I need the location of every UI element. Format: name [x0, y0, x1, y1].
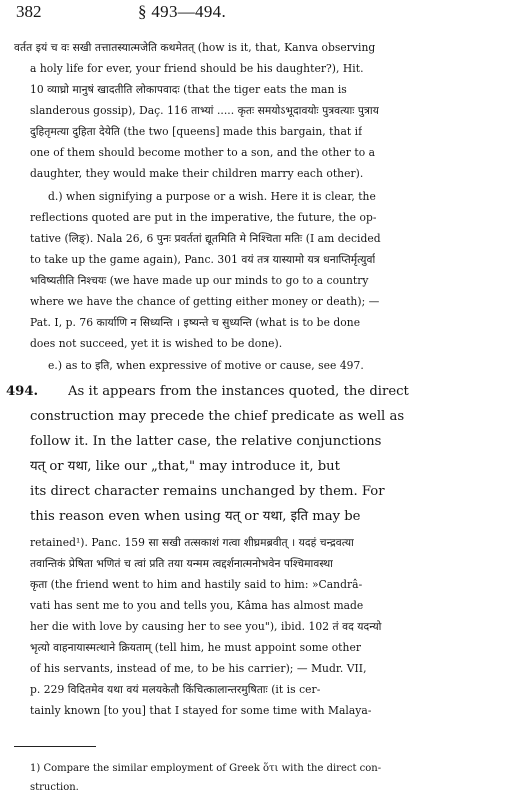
- text-line: daughter, they would make their children marry each other).: [30, 167, 364, 180]
- footnote-line: 1) Compare the similar employment of Greek ὅτι with the direct con-: [30, 763, 382, 774]
- section-heading: § 493—494.: [138, 2, 226, 21]
- text-line: her die with love by causing her to see you"), ibid. 102 तं वद यदन्यो: [30, 620, 382, 633]
- page-number: 382: [16, 2, 42, 21]
- text-line: कृता (the friend went to him and hastily said to him: »Candrâ-: [30, 578, 363, 591]
- large-text-line: this reason even when using यत् or यथा, इति may be: [30, 509, 361, 524]
- text-line: vati has sent me to you and tells you, Kâma has almost made: [30, 599, 364, 612]
- footnote-divider: [14, 746, 96, 747]
- text-line: one of them should become mother to a son, and the other to a: [30, 146, 376, 159]
- large-text-line: यत् or यथा, like our „that," may introduce it, but: [30, 459, 340, 474]
- text-line: 10 व्याघ्रो मानुषं खादतीति लोकापवादः (that the tiger eats the man is: [30, 83, 347, 96]
- text-line: retained¹). Panc. 159 सा सखी तत्सकाशं गत्वा शीघ्रमब्रवीत् । यदहं चन्द्रवत्या: [30, 536, 354, 549]
- text-line: भृत्यो वाहनायास्मत्थाने क्रियताम् (tell him, he must appoint some other: [30, 641, 361, 654]
- text-line: दुहितृमत्या दुहिता देयेति (the two [queens] made this bargain, that if: [30, 125, 363, 138]
- running-header: [0, 0, 516, 24]
- text-line: slanderous gossip), Daç. 116 ताभ्यां ..... कृतः समयोऽभूदावयोः पुत्रवत्याः पुत्राय: [30, 104, 379, 117]
- text-line: Pat. I, p. 76 कार्याणि न सिध्यन्ति । इष्यन्ते च सुध्यन्ति (what is to be done: [30, 316, 361, 329]
- text-line: of his servants, instead of me, to be his carrier); — Mudr. VII,: [30, 662, 367, 675]
- large-text-line: its direct character remains unchanged by them. For: [30, 484, 385, 499]
- text-line: tative (लिङ्). Nala 26, 6 पुनः प्रवर्ततां द्यूतमिति मे निश्चिता मतिः (I am decided: [30, 232, 381, 245]
- text-line: a holy life for ever, your friend should be his daughter?), Hit.: [30, 62, 364, 75]
- large-text-line: construction may precede the chief predicate as well as: [30, 409, 405, 424]
- text-line: p. 229 विदितमेव यथा वयं मलयकेतौ किंचित्कालान्तरमुषिताः (it is cer-: [30, 683, 321, 696]
- text-line: tainly known [to you] that I stayed for some time with Malaya-: [30, 704, 372, 717]
- text-line: तवान्तिकं प्रेषिता भणितं च त्वां प्रति तया यन्मम त्वद्दर्शनात्मनोभवेन पश्चिमावस्था: [30, 557, 333, 570]
- section-number: 494.: [6, 384, 39, 399]
- text-line: e.) as to इति, when expressive of motive or cause, see 497.: [48, 359, 364, 372]
- text-line: to take up the game again), Panc. 301 वयं तत्र यास्यामो यत्र धनाप्तिर्मृत्युर्वा: [30, 253, 376, 266]
- text-line: where we have the chance of getting either money or death); —: [30, 295, 380, 308]
- text-line: does not succeed, yet it is wished to be done).: [30, 337, 283, 350]
- footnote-line: struction.: [30, 782, 79, 793]
- large-text-line: As it appears from the instances quoted, the direct: [68, 384, 409, 399]
- text-line: वर्तत इयं च वः सखी तत्तातस्यात्मजेति कथमेतत् (how is it, that, Kanva observing: [14, 41, 376, 54]
- text-line: reflections quoted are put in the imperative, the future, the op-: [30, 211, 377, 224]
- text-line: d.) when signifying a purpose or a wish. Here it is clear, the: [48, 190, 376, 203]
- text-line: भविष्यतीति निश्चयः (we have made up our minds to go to a country: [30, 274, 369, 287]
- large-text-line: follow it. In the latter case, the relative conjunctions: [30, 434, 382, 449]
